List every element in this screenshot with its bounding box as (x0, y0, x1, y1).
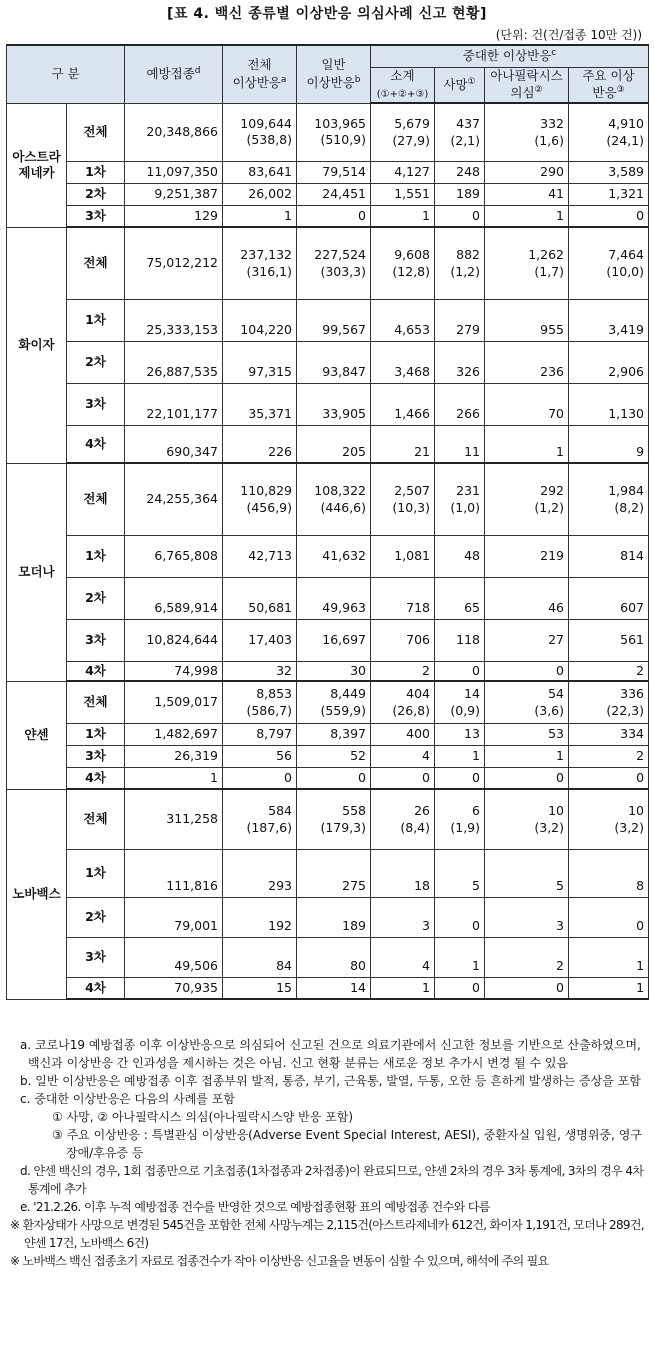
value-ana: 46 (485, 577, 569, 619)
value-major (569, 103, 649, 161)
table-row (7, 227, 649, 299)
value-total: 83,641 (223, 161, 297, 183)
cell-rate: (24,1) (606, 132, 645, 148)
cell-rate: (3,2) (614, 819, 645, 835)
value-total (223, 227, 297, 299)
value-death: 5 (435, 849, 485, 897)
vaccination-count: 75,012,212 (125, 227, 223, 299)
header-category: 구 분 (7, 45, 125, 103)
value-total: 84 (223, 937, 297, 977)
value-death: 1 (435, 745, 485, 767)
value-general (297, 103, 371, 161)
vaccination-count: 25,333,153 (125, 299, 223, 341)
cell-count: 404 (406, 685, 430, 701)
table-row (7, 535, 649, 577)
value-death: 326 (435, 341, 485, 383)
value-general: 205 (297, 425, 371, 463)
cell-rate: (187,6) (246, 819, 292, 835)
value-general (297, 681, 371, 723)
value-major: 0 (569, 767, 649, 789)
value-general: 80 (297, 937, 371, 977)
value-sub (371, 227, 435, 299)
cell-count: 10 (548, 802, 564, 818)
cell-rate: (3,6) (534, 702, 564, 718)
value-major: 3,589 (569, 161, 649, 183)
value-ana: 0 (485, 767, 569, 789)
table-row (7, 723, 649, 745)
value-total: 15 (223, 977, 297, 999)
value-ana: 1 (485, 205, 569, 227)
value-ana: 41 (485, 183, 569, 205)
cell-rate: (538,8) (246, 132, 292, 148)
value-major: 814 (569, 535, 649, 577)
footnote-e: e. '21.2.26. 이후 누적 예방접종 건수를 반영한 것으로 예방접종현황 표의 예방접종 건수와 다름 (20, 1200, 490, 1214)
value-death: 0 (435, 205, 485, 227)
table-row (7, 161, 649, 183)
vaccination-count: 10,824,644 (125, 619, 223, 661)
cell-rate: (303,3) (320, 263, 366, 279)
dose-label: 3차 (67, 745, 125, 767)
dose-label: 전체 (67, 227, 125, 299)
value-total: 26,002 (223, 183, 297, 205)
value-total: 104,220 (223, 299, 297, 341)
footnote-death-total: ※ 환자상태가 사망으로 변경된 545건을 포함한 전체 사망누계는 2,115건(아스트라제네카 612건, 화이자 1,191건, 모더나 289건, 얀센 17건, 노바백스 6건) (10, 1218, 644, 1250)
value-total (223, 103, 297, 161)
unit-label: (단위: 건(건/접종 10만 건)) (495, 28, 642, 42)
value-total: 32 (223, 661, 297, 681)
value-sub: 400 (371, 723, 435, 745)
value-general: 93,847 (297, 341, 371, 383)
value-general: 49,963 (297, 577, 371, 619)
dose-label: 1차 (67, 161, 125, 183)
value-sub (371, 463, 435, 535)
value-ana: 3 (485, 897, 569, 937)
value-general: 33,905 (297, 383, 371, 425)
cell-count: 54 (548, 685, 564, 701)
cell-rate: (3,2) (534, 819, 564, 835)
cell-rate: (456,9) (246, 499, 292, 515)
table-row (7, 897, 649, 937)
header-death: 사망① (435, 67, 485, 103)
table-body (7, 103, 649, 999)
table-row (7, 661, 649, 681)
vaccination-count: 24,255,364 (125, 463, 223, 535)
table-row (7, 681, 649, 723)
cell-rate: (12,8) (392, 263, 430, 279)
value-death: 248 (435, 161, 485, 183)
dose-label: 전체 (67, 789, 125, 849)
value-sub: 1,551 (371, 183, 435, 205)
cell-rate: (27,9) (392, 132, 430, 148)
vaccination-count: 20,348,866 (125, 103, 223, 161)
header-anaphylaxis: 아나필락시스 의심② (485, 67, 569, 103)
value-total (223, 681, 297, 723)
cell-rate: (10,3) (392, 499, 430, 515)
vaccination-count: 26,887,535 (125, 341, 223, 383)
vaccination-count: 111,816 (125, 849, 223, 897)
value-total (223, 463, 297, 535)
value-sub: 1,081 (371, 535, 435, 577)
dose-label: 2차 (67, 897, 125, 937)
dose-label: 1차 (67, 723, 125, 745)
cell-count: 336 (620, 685, 645, 701)
value-general: 14 (297, 977, 371, 999)
value-total: 293 (223, 849, 297, 897)
value-ana: 27 (485, 619, 569, 661)
value-death: 118 (435, 619, 485, 661)
value-total: 8,797 (223, 723, 297, 745)
value-sub: 4,127 (371, 161, 435, 183)
table-row (7, 383, 649, 425)
table-row (7, 745, 649, 767)
cell-count: 103,965 (314, 115, 366, 131)
value-total: 17,403 (223, 619, 297, 661)
cell-count: 231 (456, 482, 480, 498)
value-total: 97,315 (223, 341, 297, 383)
cell-count: 5,679 (394, 115, 430, 131)
cell-count: 8,853 (256, 685, 292, 701)
value-sub: 4 (371, 745, 435, 767)
value-ana: 53 (485, 723, 569, 745)
value-general: 16,697 (297, 619, 371, 661)
value-ana: 236 (485, 341, 569, 383)
dose-label: 2차 (67, 183, 125, 205)
header-general: 일반 이상반응$^b$ (297, 45, 371, 103)
value-ana: 0 (485, 977, 569, 999)
cell-count: 110,829 (240, 482, 292, 498)
footnotes (8, 1036, 648, 1270)
value-total: 56 (223, 745, 297, 767)
value-general (297, 463, 371, 535)
value-total: 42,713 (223, 535, 297, 577)
value-total: 192 (223, 897, 297, 937)
dose-label: 전체 (67, 103, 125, 161)
value-ana: 0 (485, 661, 569, 681)
vaccination-count: 311,258 (125, 789, 223, 849)
dose-label: 2차 (67, 577, 125, 619)
dose-label: 3차 (67, 205, 125, 227)
value-ana: 70 (485, 383, 569, 425)
value-sub: 1,466 (371, 383, 435, 425)
value-death: 11 (435, 425, 485, 463)
value-major (569, 227, 649, 299)
value-major: 334 (569, 723, 649, 745)
dose-label: 4차 (67, 661, 125, 681)
cell-rate: (316,1) (246, 263, 292, 279)
table-row (7, 183, 649, 205)
value-ana: 290 (485, 161, 569, 183)
value-major: 1,130 (569, 383, 649, 425)
value-sub: 718 (371, 577, 435, 619)
cell-rate: (8,4) (400, 819, 430, 835)
value-total: 226 (223, 425, 297, 463)
dose-label: 4차 (67, 767, 125, 789)
dose-label: 3차 (67, 619, 125, 661)
cell-count: 26 (414, 802, 430, 818)
value-sub (371, 681, 435, 723)
vaccination-count: 26,319 (125, 745, 223, 767)
value-general: 41,632 (297, 535, 371, 577)
cell-rate: (10,0) (606, 263, 645, 279)
vaccination-count: 49,506 (125, 937, 223, 977)
vaccine-name: 얀센 (7, 681, 67, 789)
value-total: 0 (223, 767, 297, 789)
value-death: 279 (435, 299, 485, 341)
dose-label: 1차 (67, 535, 125, 577)
dose-label: 전체 (67, 681, 125, 723)
cell-count: 882 (456, 246, 480, 262)
table-row (7, 425, 649, 463)
value-general: 0 (297, 205, 371, 227)
cell-rate: (559,9) (320, 702, 366, 718)
value-major (569, 681, 649, 723)
value-sub: 3 (371, 897, 435, 937)
cell-count: 1,262 (528, 246, 564, 262)
header-total: 전체 이상반응$^a$ (223, 45, 297, 103)
value-sub: 21 (371, 425, 435, 463)
cell-rate: (2,1) (450, 132, 480, 148)
cell-rate: (1,2) (450, 263, 480, 279)
value-death (435, 681, 485, 723)
value-general: 30 (297, 661, 371, 681)
cell-count: 10 (628, 802, 645, 818)
cell-count: 332 (540, 115, 564, 131)
cell-rate: (179,3) (320, 819, 366, 835)
value-general: 52 (297, 745, 371, 767)
header-subtotal: 소계 (①+②+③) (371, 67, 435, 103)
value-ana: 1 (485, 425, 569, 463)
vaccination-count: 6,589,914 (125, 577, 223, 619)
value-sub: 706 (371, 619, 435, 661)
cell-rate: (1,6) (534, 132, 564, 148)
cell-count: 292 (540, 482, 564, 498)
value-ana (485, 103, 569, 161)
value-general: 189 (297, 897, 371, 937)
vaccination-count: 70,935 (125, 977, 223, 999)
header-serious: 중대한 이상반응$^c$ (371, 45, 649, 67)
table-row (7, 463, 649, 535)
value-sub (371, 789, 435, 849)
value-general (297, 789, 371, 849)
table-row (7, 619, 649, 661)
value-sub: 4,653 (371, 299, 435, 341)
value-ana: 955 (485, 299, 569, 341)
value-sub: 0 (371, 767, 435, 789)
footnote-c: c. 중대한 이상반응은 다음의 사례를 포함 (20, 1092, 235, 1106)
value-death: 13 (435, 723, 485, 745)
cell-count: 237,132 (240, 246, 292, 262)
header-vaccinations: 예방접종$^d$ (125, 45, 223, 103)
cell-count: 108,322 (314, 482, 366, 498)
cell-rate: (1,0) (450, 499, 480, 515)
value-total: 35,371 (223, 383, 297, 425)
vaccination-count: 9,251,387 (125, 183, 223, 205)
adverse-reaction-table (6, 44, 649, 1000)
value-death (435, 103, 485, 161)
vaccination-count: 22,101,177 (125, 383, 223, 425)
value-major: 2 (569, 745, 649, 767)
value-major: 1 (569, 937, 649, 977)
value-death: 0 (435, 767, 485, 789)
vaccination-count: 11,097,350 (125, 161, 223, 183)
header-major: 주요 이상 반응③ (569, 67, 649, 103)
vaccine-name: 화이자 (7, 227, 67, 463)
value-general: 24,451 (297, 183, 371, 205)
vaccine-name: 아스트라 제네카 (7, 103, 67, 227)
footnote-c-1: ① 사망, ② 아나필락시스 의심(아나필락시스양 반응 포함) (52, 1110, 354, 1124)
table-row (7, 205, 649, 227)
cell-count: 4,910 (608, 115, 645, 131)
cell-count: 6 (472, 802, 480, 818)
cell-count: 437 (456, 115, 480, 131)
value-major: 2,906 (569, 341, 649, 383)
value-sub (371, 103, 435, 161)
cell-count: 558 (342, 802, 366, 818)
cell-rate: (22,3) (606, 702, 645, 718)
value-general (297, 227, 371, 299)
table-row (7, 299, 649, 341)
value-death: 1 (435, 937, 485, 977)
value-major: 0 (569, 205, 649, 227)
vaccine-name: 모더나 (7, 463, 67, 681)
cell-count: 9,608 (394, 246, 430, 262)
value-ana (485, 463, 569, 535)
value-total: 50,681 (223, 577, 297, 619)
value-major: 2 (569, 661, 649, 681)
cell-rate: (26,8) (392, 702, 430, 718)
value-sub: 3,468 (371, 341, 435, 383)
value-death (435, 463, 485, 535)
value-ana (485, 789, 569, 849)
vaccination-count: 6,765,808 (125, 535, 223, 577)
footnote-b: b. 일반 이상반응은 예방접종 이후 접종부위 발적, 통증, 부기, 근육통, 발열, 두통, 오한 등 흔하게 발생하는 증상을 포함 (20, 1074, 641, 1088)
cell-rate: (1,9) (450, 819, 480, 835)
footnote-c-2: ③ 주요 이상반응 : 특별관심 이상반응(Adverse Event Special Interest, AESI), 중환자실 입원, 생명위중, 영구장애/후유증 등 (52, 1128, 642, 1160)
value-general: 79,514 (297, 161, 371, 183)
value-sub: 1 (371, 977, 435, 999)
value-ana: 219 (485, 535, 569, 577)
cell-rate: (1,2) (534, 499, 564, 515)
cell-count: 1,984 (608, 482, 645, 498)
cell-rate: (586,7) (246, 702, 292, 718)
table-row (7, 767, 649, 789)
value-total: 1 (223, 205, 297, 227)
value-sub: 2 (371, 661, 435, 681)
value-total (223, 789, 297, 849)
table-title: [표 4. 백신 종류별 이상반응 의심사례 신고 현황] (167, 6, 487, 22)
vaccination-count: 1,482,697 (125, 723, 223, 745)
value-major: 1,321 (569, 183, 649, 205)
value-sub: 1 (371, 205, 435, 227)
cell-count: 2,507 (394, 482, 430, 498)
value-death (435, 789, 485, 849)
value-major (569, 463, 649, 535)
cell-count: 584 (268, 802, 292, 818)
dose-label: 1차 (67, 299, 125, 341)
value-major: 607 (569, 577, 649, 619)
value-major: 3,419 (569, 299, 649, 341)
footnote-novavax: ※ 노바백스 백신 접종초기 자료로 접종건수가 작아 이상반응 신고율을 변동이 심할 수 있으며, 해석에 주의 필요 (10, 1254, 549, 1268)
value-death: 266 (435, 383, 485, 425)
value-sub: 18 (371, 849, 435, 897)
value-death: 65 (435, 577, 485, 619)
footnote-a: a. 코로나19 예방접종 이후 이상반응으로 의심되어 신고된 건으로 의료기관에서 신고한 정보를 기반으로 산출하였으며, 백신과 이상반응 간 인과성을 제시하는 것은 아님. 신고 현황 분류는 새로운 정보 추가시 변경 될 수 있음 (20, 1038, 641, 1070)
value-general: 275 (297, 849, 371, 897)
cell-count: 14 (464, 685, 480, 701)
cell-rate: (510,9) (320, 132, 366, 148)
value-death: 0 (435, 661, 485, 681)
value-death: 189 (435, 183, 485, 205)
value-major: 8 (569, 849, 649, 897)
dose-label: 전체 (67, 463, 125, 535)
cell-count: 7,464 (608, 246, 645, 262)
cell-rate: (8,2) (614, 499, 645, 515)
value-ana: 2 (485, 937, 569, 977)
dose-label: 3차 (67, 937, 125, 977)
value-death: 0 (435, 897, 485, 937)
footnote-d: d. 얀센 백신의 경우, 1회 접종만으로 기초접종(1차접종과 2차접종)이 완료되므로, 얀센 2차의 경우 3차 통계에, 3차의 경우 4차 통계에 추가 (20, 1164, 644, 1196)
table-row (7, 577, 649, 619)
dose-label: 1차 (67, 849, 125, 897)
value-major (569, 789, 649, 849)
value-death (435, 227, 485, 299)
vaccination-count: 1 (125, 767, 223, 789)
vaccination-count: 79,001 (125, 897, 223, 937)
value-general: 0 (297, 767, 371, 789)
table-row (7, 103, 649, 161)
dose-label: 4차 (67, 977, 125, 999)
value-major: 1 (569, 977, 649, 999)
vaccination-count: 129 (125, 205, 223, 227)
cell-rate: (1,7) (534, 263, 564, 279)
value-ana: 1 (485, 745, 569, 767)
value-major: 561 (569, 619, 649, 661)
table-row (7, 937, 649, 977)
table-row (7, 789, 649, 849)
table-row (7, 849, 649, 897)
value-sub: 4 (371, 937, 435, 977)
value-ana (485, 681, 569, 723)
value-major: 0 (569, 897, 649, 937)
cell-count: 227,524 (314, 246, 366, 262)
value-major: 9 (569, 425, 649, 463)
cell-count: 8,449 (330, 685, 366, 701)
cell-rate: (446,6) (320, 499, 366, 515)
dose-label: 3차 (67, 383, 125, 425)
cell-rate: (0,9) (450, 702, 480, 718)
vaccination-count: 690,347 (125, 425, 223, 463)
cell-count: 109,644 (240, 115, 292, 131)
value-ana: 5 (485, 849, 569, 897)
vaccination-count: 74,998 (125, 661, 223, 681)
value-general: 8,397 (297, 723, 371, 745)
dose-label: 2차 (67, 341, 125, 383)
table-row (7, 341, 649, 383)
vaccine-name: 노바백스 (7, 789, 67, 999)
value-general: 99,567 (297, 299, 371, 341)
value-death: 0 (435, 977, 485, 999)
value-death: 48 (435, 535, 485, 577)
value-ana (485, 227, 569, 299)
vaccination-count: 1,509,017 (125, 681, 223, 723)
table-row (7, 977, 649, 999)
dose-label: 4차 (67, 425, 125, 463)
